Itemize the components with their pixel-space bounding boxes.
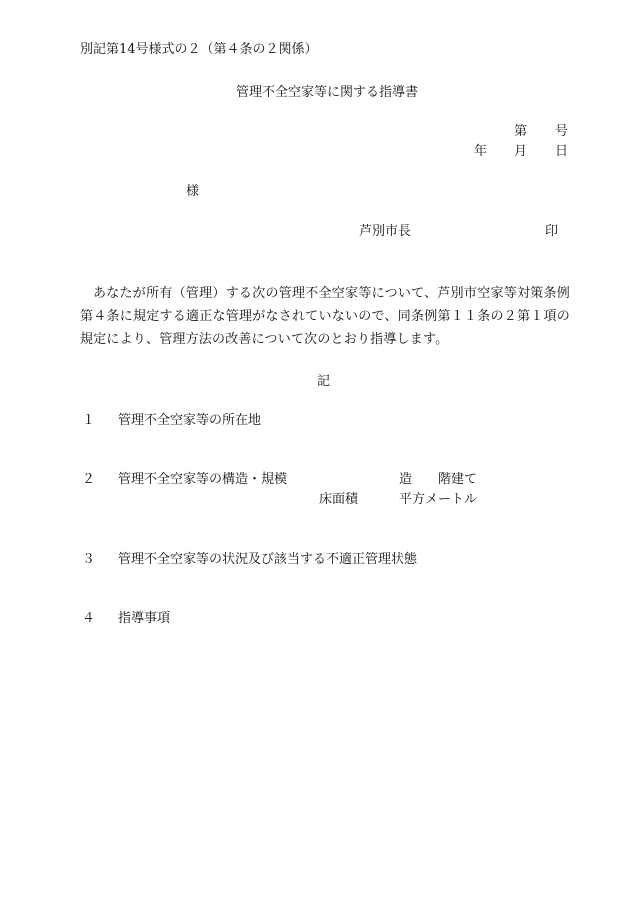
- form-number: 別記第14号様式の２（第４条の２関係）: [80, 42, 318, 57]
- addressee-honorific: 様: [186, 184, 200, 199]
- ki-heading: 記: [317, 374, 331, 389]
- date-day: 日: [555, 144, 569, 159]
- item-number: １: [82, 413, 96, 428]
- issuer-name: 芦別市長: [359, 224, 412, 239]
- reference-go: 号: [555, 124, 569, 139]
- body-paragraph: あなたが所有（管理）する次の管理不全空家等について、芦別市空家等対策条例第４条に規定する適正な管理がなされていないので、同条例第１１条の２第１項の規定により、管理方法の改善について次のとおり指導します。: [80, 286, 570, 347]
- item-label: 管理不全空家等の構造・規模: [118, 472, 288, 487]
- structure-kaidate: 階建て: [438, 472, 478, 487]
- reference-dai: 第: [514, 124, 528, 139]
- structure-zou: 造: [399, 472, 413, 487]
- floor-area-unit: 平方メートル: [399, 492, 478, 507]
- item-label: 管理不全空家等の状況及び該当する不適正管理状態: [118, 552, 418, 567]
- item-label: 指導事項: [118, 611, 171, 626]
- date-year: 年: [474, 144, 488, 159]
- floor-area-label: 床面積: [319, 492, 359, 507]
- item-number: ３: [82, 552, 96, 567]
- date-month: 月: [514, 144, 528, 159]
- item-label: 管理不全空家等の所在地: [118, 413, 262, 428]
- item-number: ４: [82, 611, 96, 626]
- item-number: ２: [82, 472, 96, 487]
- issuer-seal: 印: [545, 224, 559, 239]
- document-title: 管理不全空家等に関する指導書: [236, 85, 419, 100]
